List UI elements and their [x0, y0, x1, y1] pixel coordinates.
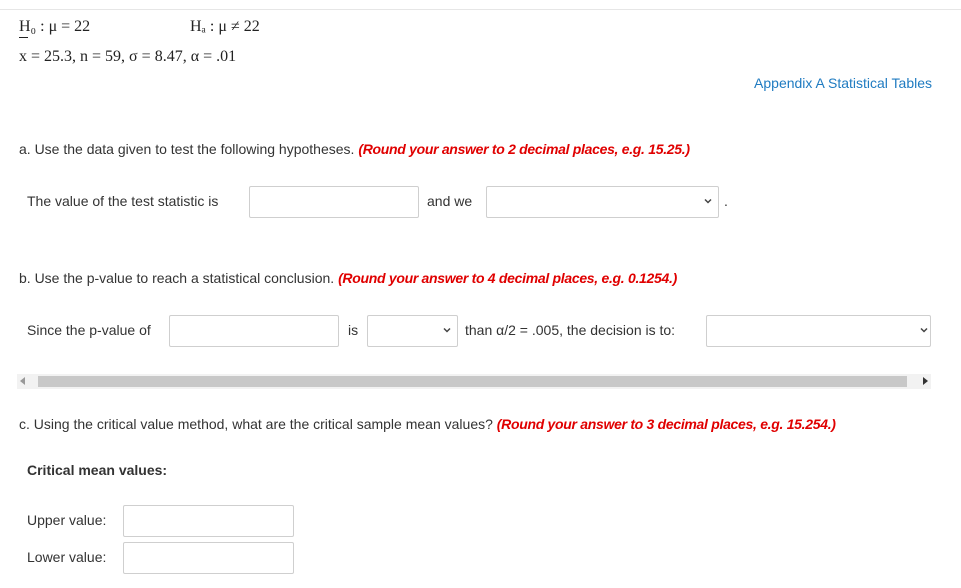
lower-value-label: Lower value:: [27, 549, 107, 565]
scrollbar-thumb[interactable]: [38, 376, 907, 387]
chevron-down-icon: [920, 326, 928, 334]
since-pvalue-label: Since the p-value of: [27, 322, 151, 338]
part-a-hint: (Round your answer to 2 decimal places, e.g. 15.25.): [358, 141, 690, 157]
part-c-question: [19, 416, 836, 432]
comparison-select[interactable]: [367, 315, 458, 347]
part-b-hint: (Round your answer to 4 decimal places, e.g. 0.1254.): [338, 270, 677, 286]
pvalue-input[interactable]: [169, 315, 339, 347]
test-statistic-label: The value of the test statistic is: [27, 193, 219, 209]
part-b-question-text: b. Use the p-value to reach a statistical conclusion.: [19, 270, 335, 286]
is-label: is: [348, 322, 359, 338]
part-b-question: [19, 270, 677, 286]
part-a-question-text: a. Use the data given to test the following hypotheses.: [19, 141, 355, 157]
chevron-down-icon: [443, 326, 451, 334]
lower-value-input[interactable]: [123, 542, 294, 574]
part-c-hint: (Round your answer to 3 decimal places, e.g. 15.254.): [496, 416, 836, 432]
and-we-label: and we: [427, 193, 473, 209]
scroll-left-icon[interactable]: [20, 377, 25, 385]
xbar-overline: [19, 37, 28, 38]
scroll-right-icon[interactable]: [923, 377, 928, 385]
top-divider: [0, 9, 961, 10]
upper-value-label: Upper value:: [27, 512, 107, 528]
decision-select-a[interactable]: [486, 186, 719, 218]
test-statistic-input[interactable]: [249, 186, 419, 218]
upper-value-input[interactable]: [123, 505, 294, 537]
given-values: x = 25.3, n = 59, σ = 8.47, α = .01: [19, 48, 237, 65]
decision-select-b[interactable]: [706, 315, 931, 347]
appendix-link[interactable]: Appendix A Statistical Tables: [754, 75, 932, 91]
chevron-down-icon: [704, 197, 712, 205]
horizontal-scrollbar[interactable]: [17, 374, 931, 389]
alternative-hypothesis: Hₐ : μ ≠ 22: [190, 18, 260, 35]
sentence-period: .: [724, 193, 728, 209]
than-alpha-label: than α/2 = .005, the decision is to:: [465, 322, 676, 338]
part-c-question-text: c. Using the critical value method, what are the critical sample mean values?: [19, 416, 493, 432]
null-hypothesis: H₀ : μ = 22: [19, 18, 91, 35]
critical-values-heading: Critical mean values:: [27, 462, 168, 478]
part-a-question: [19, 141, 690, 157]
